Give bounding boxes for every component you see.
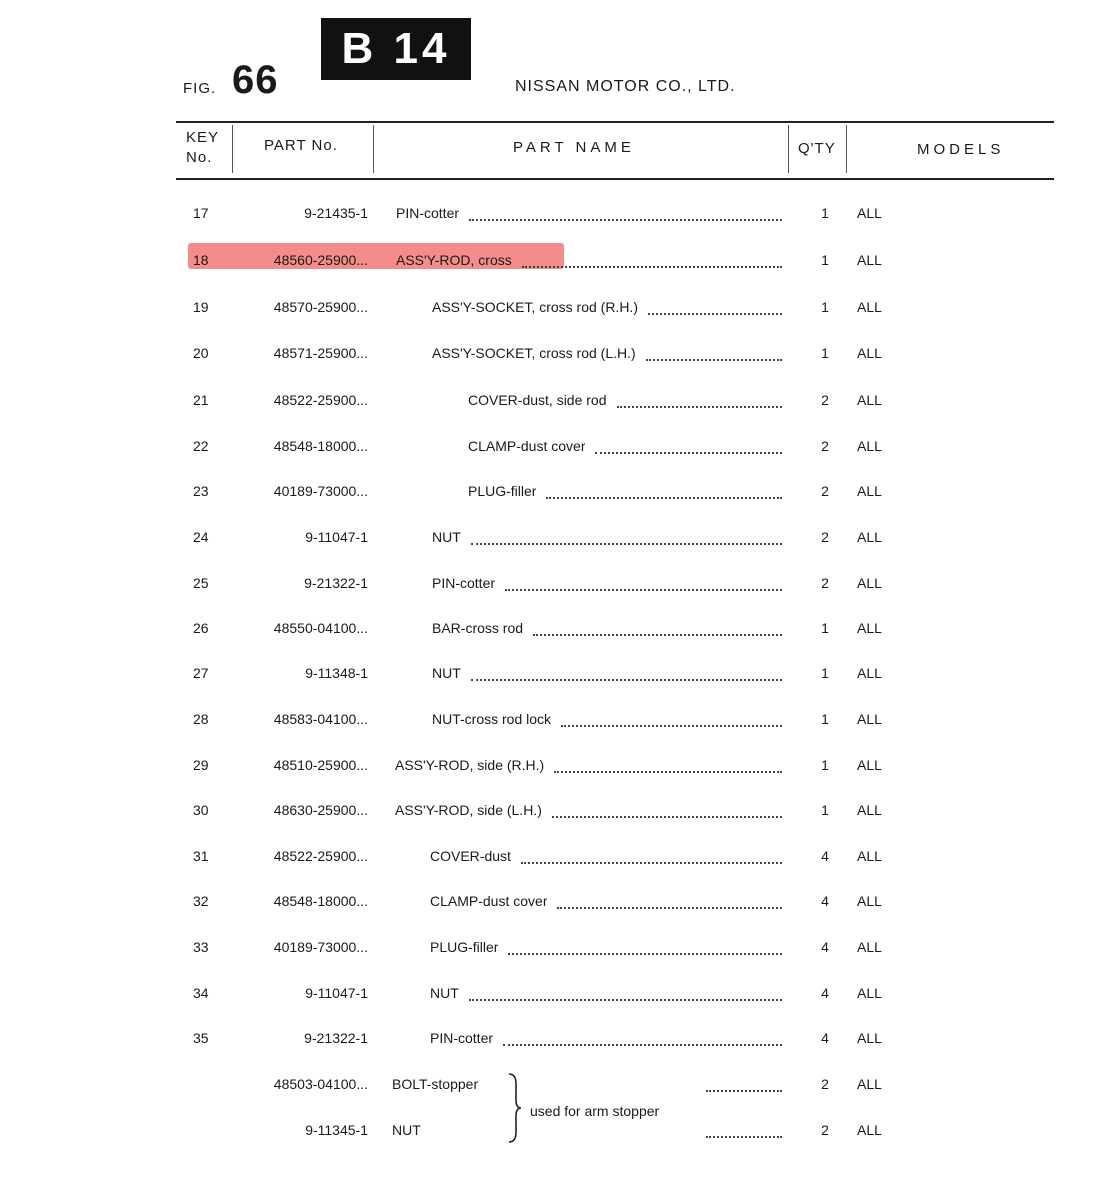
quantity: 4 [821,1030,829,1046]
key-number: 28 [193,711,209,727]
part-name: ASS'Y-ROD, side (L.H.) [395,802,542,818]
table-row [0,618,1096,658]
part-number: 48571-25900... [273,345,368,361]
part-number: 48583-04100... [273,711,368,727]
col-divider [232,125,233,173]
models: ALL [857,893,882,909]
table-row [0,983,1096,1023]
col-divider [846,125,847,173]
part-name: COVER-dust [430,848,511,864]
part-number: 9-11348-1 [305,665,368,681]
quantity: 4 [821,848,829,864]
part-name: PLUG-filler [468,483,537,499]
table-row [0,481,1096,521]
right-brace-icon [507,1072,523,1144]
key-number: 21 [193,392,209,408]
quantity: 4 [821,893,829,909]
key-number: 22 [193,438,209,454]
models: ALL [857,620,882,636]
leader-dots [554,761,782,773]
quantity: 4 [821,985,829,1001]
col-header-key-no: KEY No. [186,129,219,166]
quantity: 1 [821,665,829,681]
key-number: 20 [193,345,209,361]
models: ALL [857,1076,882,1092]
leader-dots [648,303,782,315]
table-row [0,846,1096,886]
col-header-models: MODELS [917,141,1005,158]
part-number: 40189-73000... [273,939,368,955]
models: ALL [857,939,882,955]
col-divider [373,125,374,173]
key-number: 33 [193,939,209,955]
leader-dots [533,624,782,636]
quantity: 2 [821,1076,829,1092]
col-header-part-no: PART No. [264,137,338,154]
company-name: NISSAN MOTOR CO., LTD. [515,78,736,95]
part-name: NUT [430,985,459,1001]
part-name: ASS'Y-ROD, cross [396,252,512,268]
model-badge: B 14 [321,18,471,80]
part-number: 48522-25900... [273,848,368,864]
part-name: CLAMP-dust cover [430,893,548,909]
part-number: 48550-04100... [273,620,368,636]
part-number: 9-11345-1 [305,1122,368,1138]
part-number: 48510-25900... [273,757,368,773]
models: ALL [857,1122,882,1138]
part-number: 48570-25900... [273,299,368,315]
quantity: 1 [821,757,829,773]
table-row [0,800,1096,840]
part-number: 48522-25900... [273,392,368,408]
key-number: 23 [193,483,209,499]
table-row [0,1028,1096,1068]
table-row [0,755,1096,795]
table-row [0,709,1096,749]
part-name: NUT [432,665,461,681]
key-number: 17 [193,205,209,221]
quantity: 2 [821,575,829,591]
models: ALL [857,252,882,268]
table-row [0,343,1096,383]
quantity: 2 [821,438,829,454]
part-name: NUT-cross rod lock [432,711,552,727]
fig-number: 66 [232,58,279,102]
table-row [0,436,1096,476]
quantity: 1 [821,252,829,268]
quantity: 2 [821,483,829,499]
part-name: NUT [432,529,461,545]
models: ALL [857,345,882,361]
part-name: ASS'Y-SOCKET, cross rod (R.H.) [432,299,638,315]
part-number: 48630-25900... [273,802,368,818]
table-header-rule [176,178,1054,180]
models: ALL [857,1030,882,1046]
leader-dots [557,897,782,909]
key-number: 19 [193,299,209,315]
part-name: BOLT-stopper [392,1076,479,1092]
leader-dots [521,852,782,864]
leader-dots [561,715,782,727]
part-number: 40189-73000... [273,483,368,499]
models: ALL [857,665,882,681]
models: ALL [857,392,882,408]
quantity: 4 [821,939,829,955]
part-name: ASS'Y-SOCKET, cross rod (L.H.) [432,345,636,361]
fig-label: FIG. [183,80,217,97]
quantity: 2 [821,392,829,408]
key-number: 32 [193,893,209,909]
key-number: 25 [193,575,209,591]
leader-dots [503,1034,782,1046]
quantity: 1 [821,345,829,361]
quantity: 1 [821,205,829,221]
models: ALL [857,483,882,499]
models: ALL [857,529,882,545]
key-number: 18 [193,252,209,268]
part-number: 48560-25900... [273,252,368,268]
models: ALL [857,711,882,727]
leader-dots [546,487,782,499]
part-name: ASS'Y-ROD, side (R.H.) [395,757,545,773]
leader-dots [646,349,782,361]
col-header-part-name: PART NAME [513,139,635,156]
part-name: COVER-dust, side rod [468,392,607,408]
key-number: 31 [193,848,209,864]
part-number: 9-21435-1 [304,205,368,221]
part-name: CLAMP-dust cover [468,438,586,454]
models: ALL [857,205,882,221]
leader-dots [505,579,782,591]
quantity: 1 [821,802,829,818]
key-number: 29 [193,757,209,773]
models: ALL [857,757,882,773]
leader-dots [595,442,782,454]
leader-dots [706,1126,782,1138]
part-number: 9-11047-1 [305,529,368,545]
leader-dots [706,1080,782,1092]
part-number: 48548-18000... [273,438,368,454]
part-number: 9-21322-1 [304,1030,368,1046]
col-divider [788,125,789,173]
part-name: PIN-cotter [396,205,460,221]
key-number: 27 [193,665,209,681]
table-row [0,203,1096,243]
quantity: 1 [821,711,829,727]
part-number: 48548-18000... [273,893,368,909]
table-top-rule [176,121,1054,123]
table-row [0,891,1096,931]
table-row [0,527,1096,567]
key-number: 24 [193,529,209,545]
models: ALL [857,985,882,1001]
part-name: BAR-cross rod [432,620,524,636]
part-name: NUT [392,1122,421,1138]
quantity: 1 [821,299,829,315]
part-number: 9-11047-1 [305,985,368,1001]
part-name: PIN-cotter [432,575,496,591]
leader-dots [508,943,782,955]
part-number: 48503-04100... [273,1076,368,1092]
table-row [0,1120,1096,1160]
models: ALL [857,438,882,454]
col-header-qty: Q'TY [798,140,836,157]
leader-dots [522,256,782,268]
page-header [0,0,1096,120]
table-row [0,250,1096,290]
leader-dots [469,989,782,1001]
key-number: 34 [193,985,209,1001]
quantity: 2 [821,1122,829,1138]
quantity: 1 [821,620,829,636]
leader-dots [471,669,782,681]
leader-dots [617,396,782,408]
key-number: 35 [193,1030,209,1046]
leader-dots [471,533,782,545]
leader-dots [469,209,782,221]
part-number: 9-21322-1 [304,575,368,591]
table-row [0,297,1096,337]
quantity: 2 [821,529,829,545]
brace-note: used for arm stopper [530,1103,660,1119]
part-name: PIN-cotter [430,1030,494,1046]
table-row [0,390,1096,430]
models: ALL [857,802,882,818]
leader-dots [552,806,782,818]
key-number: 26 [193,620,209,636]
part-name: PLUG-filler [430,939,499,955]
table-row [0,573,1096,613]
table-row [0,937,1096,977]
models: ALL [857,575,882,591]
models: ALL [857,299,882,315]
models: ALL [857,848,882,864]
key-number: 30 [193,802,209,818]
table-row [0,663,1096,703]
